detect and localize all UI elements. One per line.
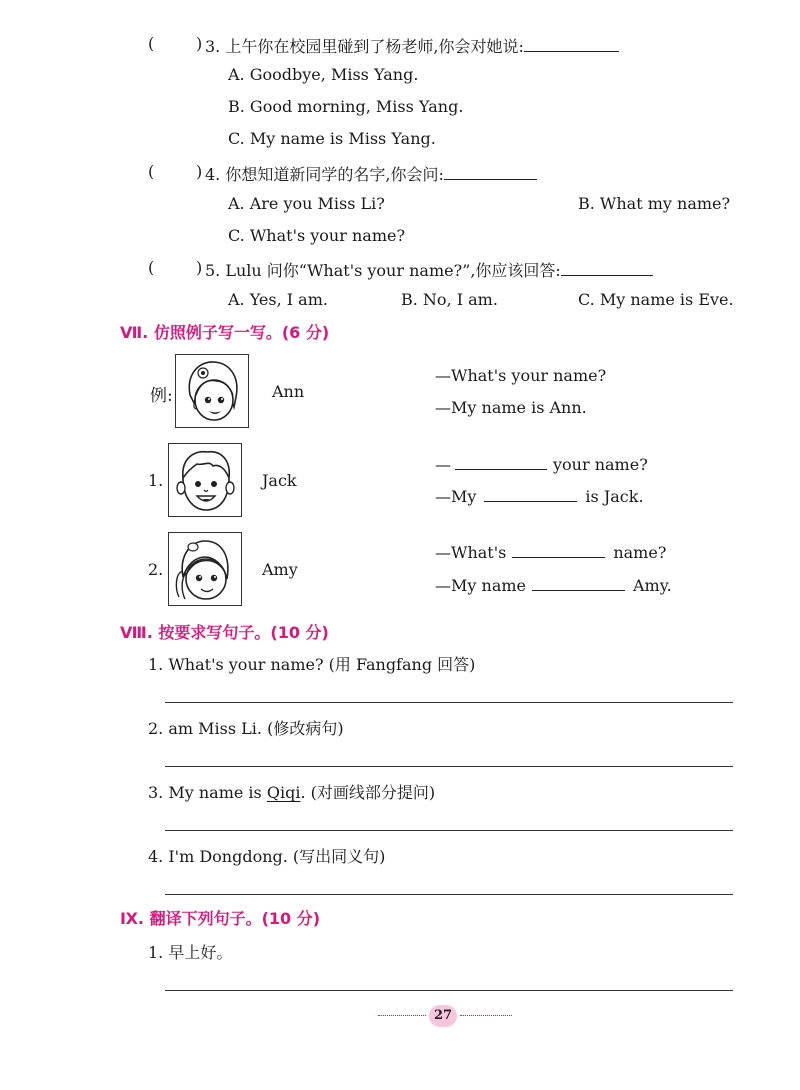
q3-option-a: A. Goodbye, Miss Yang. bbox=[228, 65, 419, 84]
section9-q1-answer-line[interactable] bbox=[165, 990, 733, 991]
page-number: 27 bbox=[429, 1005, 457, 1027]
section8-q3-underlined-word: Qiqi bbox=[266, 783, 301, 802]
section8-q3-prefix: 3. My name is bbox=[148, 783, 267, 802]
item2-number: 2. bbox=[148, 560, 164, 579]
item2-dialogue-line1 bbox=[435, 543, 666, 562]
item1-line2-blank[interactable] bbox=[484, 487, 577, 502]
item2-line1-blank[interactable] bbox=[512, 543, 605, 558]
q4-option-c: C. What's your name? bbox=[228, 226, 406, 245]
girl-amy-illustration bbox=[169, 533, 241, 605]
q5-answer-blank[interactable] bbox=[561, 261, 653, 276]
q5-option-a: A. Yes, I am. bbox=[228, 290, 328, 309]
q3-answer-paren-close: ) bbox=[196, 34, 203, 53]
item2-dialogue-line2 bbox=[435, 576, 672, 595]
section8-q2-answer-line[interactable] bbox=[165, 766, 733, 767]
q3-question-text bbox=[205, 34, 619, 57]
example-label: 例: bbox=[150, 386, 173, 406]
ann-portrait bbox=[175, 354, 249, 428]
q4-question-label: 4. 你想知道新同学的名字,你会问: bbox=[205, 165, 444, 184]
amy-portrait bbox=[168, 532, 242, 606]
item2-line1-prefix: —What's bbox=[435, 543, 507, 562]
section8-q3 bbox=[148, 780, 435, 803]
q3-answer-paren-open: ( bbox=[148, 34, 155, 53]
item1-number: 1. bbox=[148, 471, 164, 490]
example-dialogue-line1: —What's your name? bbox=[435, 366, 607, 385]
jack-portrait bbox=[168, 443, 242, 517]
q3-question-label: 3. 上午你在校园里碰到了杨老师,你会对她说: bbox=[205, 37, 524, 56]
section8-q2: 2. am Miss Li. (修改病句) bbox=[148, 719, 344, 738]
q5-answer-paren-open: ( bbox=[148, 258, 155, 277]
item1-line1-suffix: your name? bbox=[553, 455, 648, 474]
section8-q1: 1. What's your name? (用 Fangfang 回答) bbox=[148, 655, 476, 674]
item2-line2-suffix: Amy. bbox=[633, 576, 672, 595]
q5-question-text bbox=[205, 258, 653, 281]
item1-dialogue-line2 bbox=[435, 487, 644, 506]
item1-line2-suffix: is Jack. bbox=[585, 487, 644, 506]
section8-q3-suffix: . (对画线部分提问) bbox=[300, 783, 436, 802]
section9-title: Ⅸ. 翻译下列句子。(10 分) bbox=[120, 909, 321, 928]
q3-option-c: C. My name is Miss Yang. bbox=[228, 129, 436, 148]
q5-question-label: 5. Lulu 问你“What's your name?”,你应该回答: bbox=[205, 261, 561, 280]
item2-name: Amy bbox=[262, 560, 298, 579]
footer-divider-right bbox=[460, 1015, 512, 1016]
q3-option-b: B. Good morning, Miss Yang. bbox=[228, 97, 464, 116]
section8-q3-answer-line[interactable] bbox=[165, 830, 733, 831]
q4-answer-blank[interactable] bbox=[444, 165, 537, 180]
item1-name: Jack bbox=[262, 471, 297, 490]
item1-line1-blank[interactable] bbox=[455, 455, 547, 470]
example-name: Ann bbox=[272, 382, 305, 401]
item2-line2-blank[interactable] bbox=[532, 576, 625, 591]
example-dialogue-line2: —My name is Ann. bbox=[435, 398, 587, 417]
q4-question-text bbox=[205, 162, 537, 185]
item1-line1-prefix: — bbox=[435, 455, 451, 474]
footer-divider-left bbox=[378, 1015, 426, 1016]
section8-q4-answer-line[interactable] bbox=[165, 894, 733, 895]
q4-option-b: B. What my name? bbox=[578, 194, 731, 213]
item2-line1-suffix: name? bbox=[613, 543, 667, 562]
section9-q1: 1. 早上好。 bbox=[148, 943, 233, 962]
q4-answer-paren-close: ) bbox=[196, 162, 203, 181]
section7-title: Ⅶ. 仿照例子写一写。(6 分) bbox=[120, 323, 330, 342]
section8-q1-answer-line[interactable] bbox=[165, 702, 733, 703]
q4-answer-paren-open: ( bbox=[148, 162, 155, 181]
item1-line2-prefix: —My bbox=[435, 487, 477, 506]
q5-option-b: B. No, I am. bbox=[401, 290, 498, 309]
q4-option-a: A. Are you Miss Li? bbox=[228, 194, 385, 213]
section8-q4: 4. I'm Dongdong. (写出同义句) bbox=[148, 847, 386, 866]
q3-answer-blank[interactable] bbox=[524, 37, 619, 52]
section8-title: Ⅷ. 按要求写句子。(10 分) bbox=[120, 623, 329, 642]
item1-dialogue-line1 bbox=[435, 455, 648, 474]
item2-line2-prefix: —My name bbox=[435, 576, 526, 595]
q5-answer-paren-close: ) bbox=[196, 258, 203, 277]
girl-ann-illustration bbox=[176, 355, 248, 427]
q5-option-c: C. My name is Eve. bbox=[578, 290, 734, 309]
boy-jack-illustration bbox=[169, 444, 241, 516]
